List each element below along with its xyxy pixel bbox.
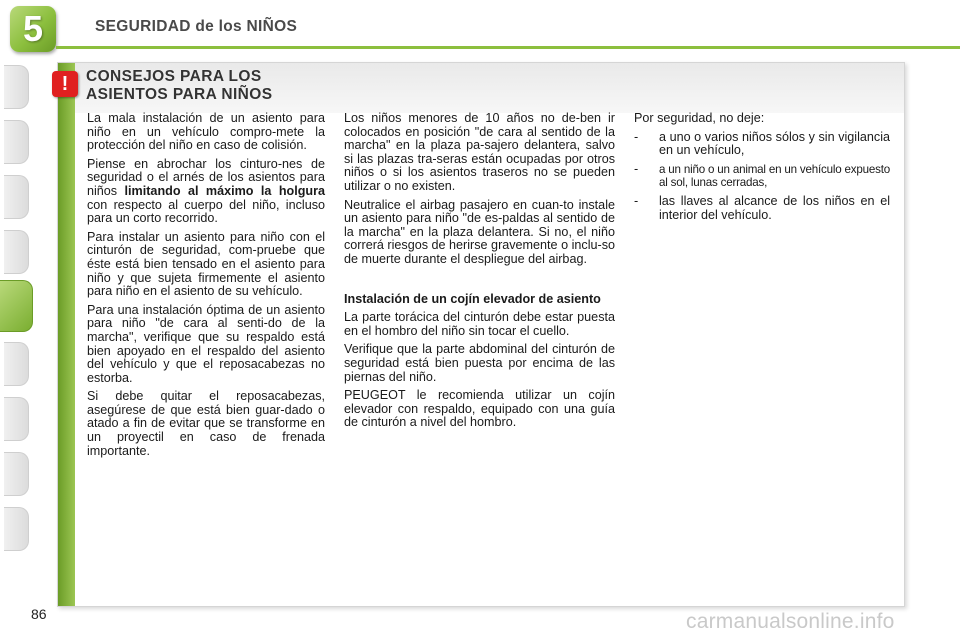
- text-column-1: [87, 112, 325, 463]
- list-item: [634, 163, 890, 190]
- paragraph: La mala instalación de un asiento para niño en un vehículo compro-mete la protección del niño en caso de colisión.: [87, 111, 325, 153]
- chapter-tab-8[interactable]: [4, 452, 29, 496]
- section-title-line1: CONSEJOS PARA LOS: [86, 68, 262, 85]
- paragraph: PEUGEOT le recomienda utilizar un cojín elevador con respaldo, equipado con una guía de cinturón a nivel del hombro.: [344, 388, 615, 430]
- chapter-number-badge: 5: [10, 6, 56, 52]
- paragraph: Por seguridad, no deje:: [634, 111, 765, 125]
- chapter-tab-9[interactable]: [4, 507, 29, 551]
- chapter-tab-6[interactable]: [4, 342, 29, 386]
- chapter-tabs: [0, 60, 36, 580]
- list-item-text: las llaves al alcance de los niños en el interior del vehículo.: [659, 193, 890, 222]
- paragraph: Neutralice el airbag pasajero en cuan-to instale un asiento para niño "de es-paldas al sentido de la marcha" en la plaza delantera. Si no, el niño correrá riesgos de herirse gravemente o inclu-so de muerte durante el despliegue del airbag.: [344, 197, 615, 266]
- paragraph: Los niños menores de 10 años no de-ben ir colocados en posición "de cara al sentido de la marcha" en la plaza pa-sajero delantera, salvo si las plazas tra-seras están ocupadas por otros niños o si los asientos traseros no se pueden utilizar o no existen.: [344, 111, 615, 193]
- chapter-tab-5-active[interactable]: [0, 280, 33, 332]
- list-item-text: a uno o varios niños sólos y sin vigilancia en un vehículo,: [659, 129, 890, 158]
- list-dash: -: [634, 129, 639, 144]
- paragraph: Para una instalación óptima de un asiento para niño "de cara al senti-do de la marcha", verifique que su respaldo está bien apoyado en el respaldo del asiento del vehículo y que el reposacabezas no estorba.: [87, 302, 325, 385]
- subheading: Instalación de un cojín elevador de asiento: [344, 291, 601, 306]
- watermark: carmanualsonline.info: [686, 610, 895, 633]
- chapter-tab-7[interactable]: [4, 397, 29, 441]
- list-item: [634, 131, 890, 158]
- paragraph: [87, 158, 325, 226]
- paragraph: Verifique que la parte abdominal del cinturón de seguridad está bien puesta por encima de las piernas del niño.: [344, 342, 615, 384]
- list-item: [634, 195, 890, 222]
- text-column-3: [634, 112, 890, 227]
- chapter-tab-2[interactable]: [4, 120, 29, 164]
- panel-accent-bar: [58, 63, 75, 606]
- text-run: Piense en abrochar los cinturo-nes de seguridad o el arnés de los asientos para niños: [87, 156, 325, 198]
- page-number: 86: [31, 606, 47, 622]
- paragraph: La parte torácica del cinturón debe estar puesta en el hombro del niño sin tocar el cuello.: [344, 310, 615, 338]
- list-dash: -: [634, 193, 639, 208]
- paragraph: Si debe quitar el reposacabezas, asegúrese de que está bien guar-dado o atado a fin de evitar que se transforme en un proyectil en caso de frenada importante.: [87, 389, 325, 458]
- list-dash: -: [634, 161, 639, 176]
- chapter-tab-3[interactable]: [4, 175, 29, 219]
- text-column-2: [344, 112, 615, 435]
- section-title: [86, 68, 272, 104]
- warning-icon: !: [52, 71, 78, 97]
- emphasis: limitando al máximo la holgura: [124, 183, 326, 198]
- chapter-tab-1[interactable]: [4, 65, 29, 109]
- paragraph: Para instalar un asiento para niño con el cinturón de seguridad, com-pruebe que éste está bien tensado en el asiento para niño y que sujeta firmemente el asiento para niño en el asiento de su vehículo.: [87, 229, 325, 299]
- header-rule: [56, 46, 960, 49]
- page-title: SEGURIDAD de los NIÑOS: [95, 18, 298, 35]
- chapter-tab-4[interactable]: [4, 230, 29, 274]
- list-item-text: a un niño o un animal en un vehículo expuesto al sol, lunas cerradas,: [659, 162, 890, 190]
- text-run: con respecto al cuerpo del niño, incluso para un corto recorrido.: [87, 197, 325, 226]
- section-title-line2: ASIENTOS PARA NIÑOS: [86, 86, 273, 103]
